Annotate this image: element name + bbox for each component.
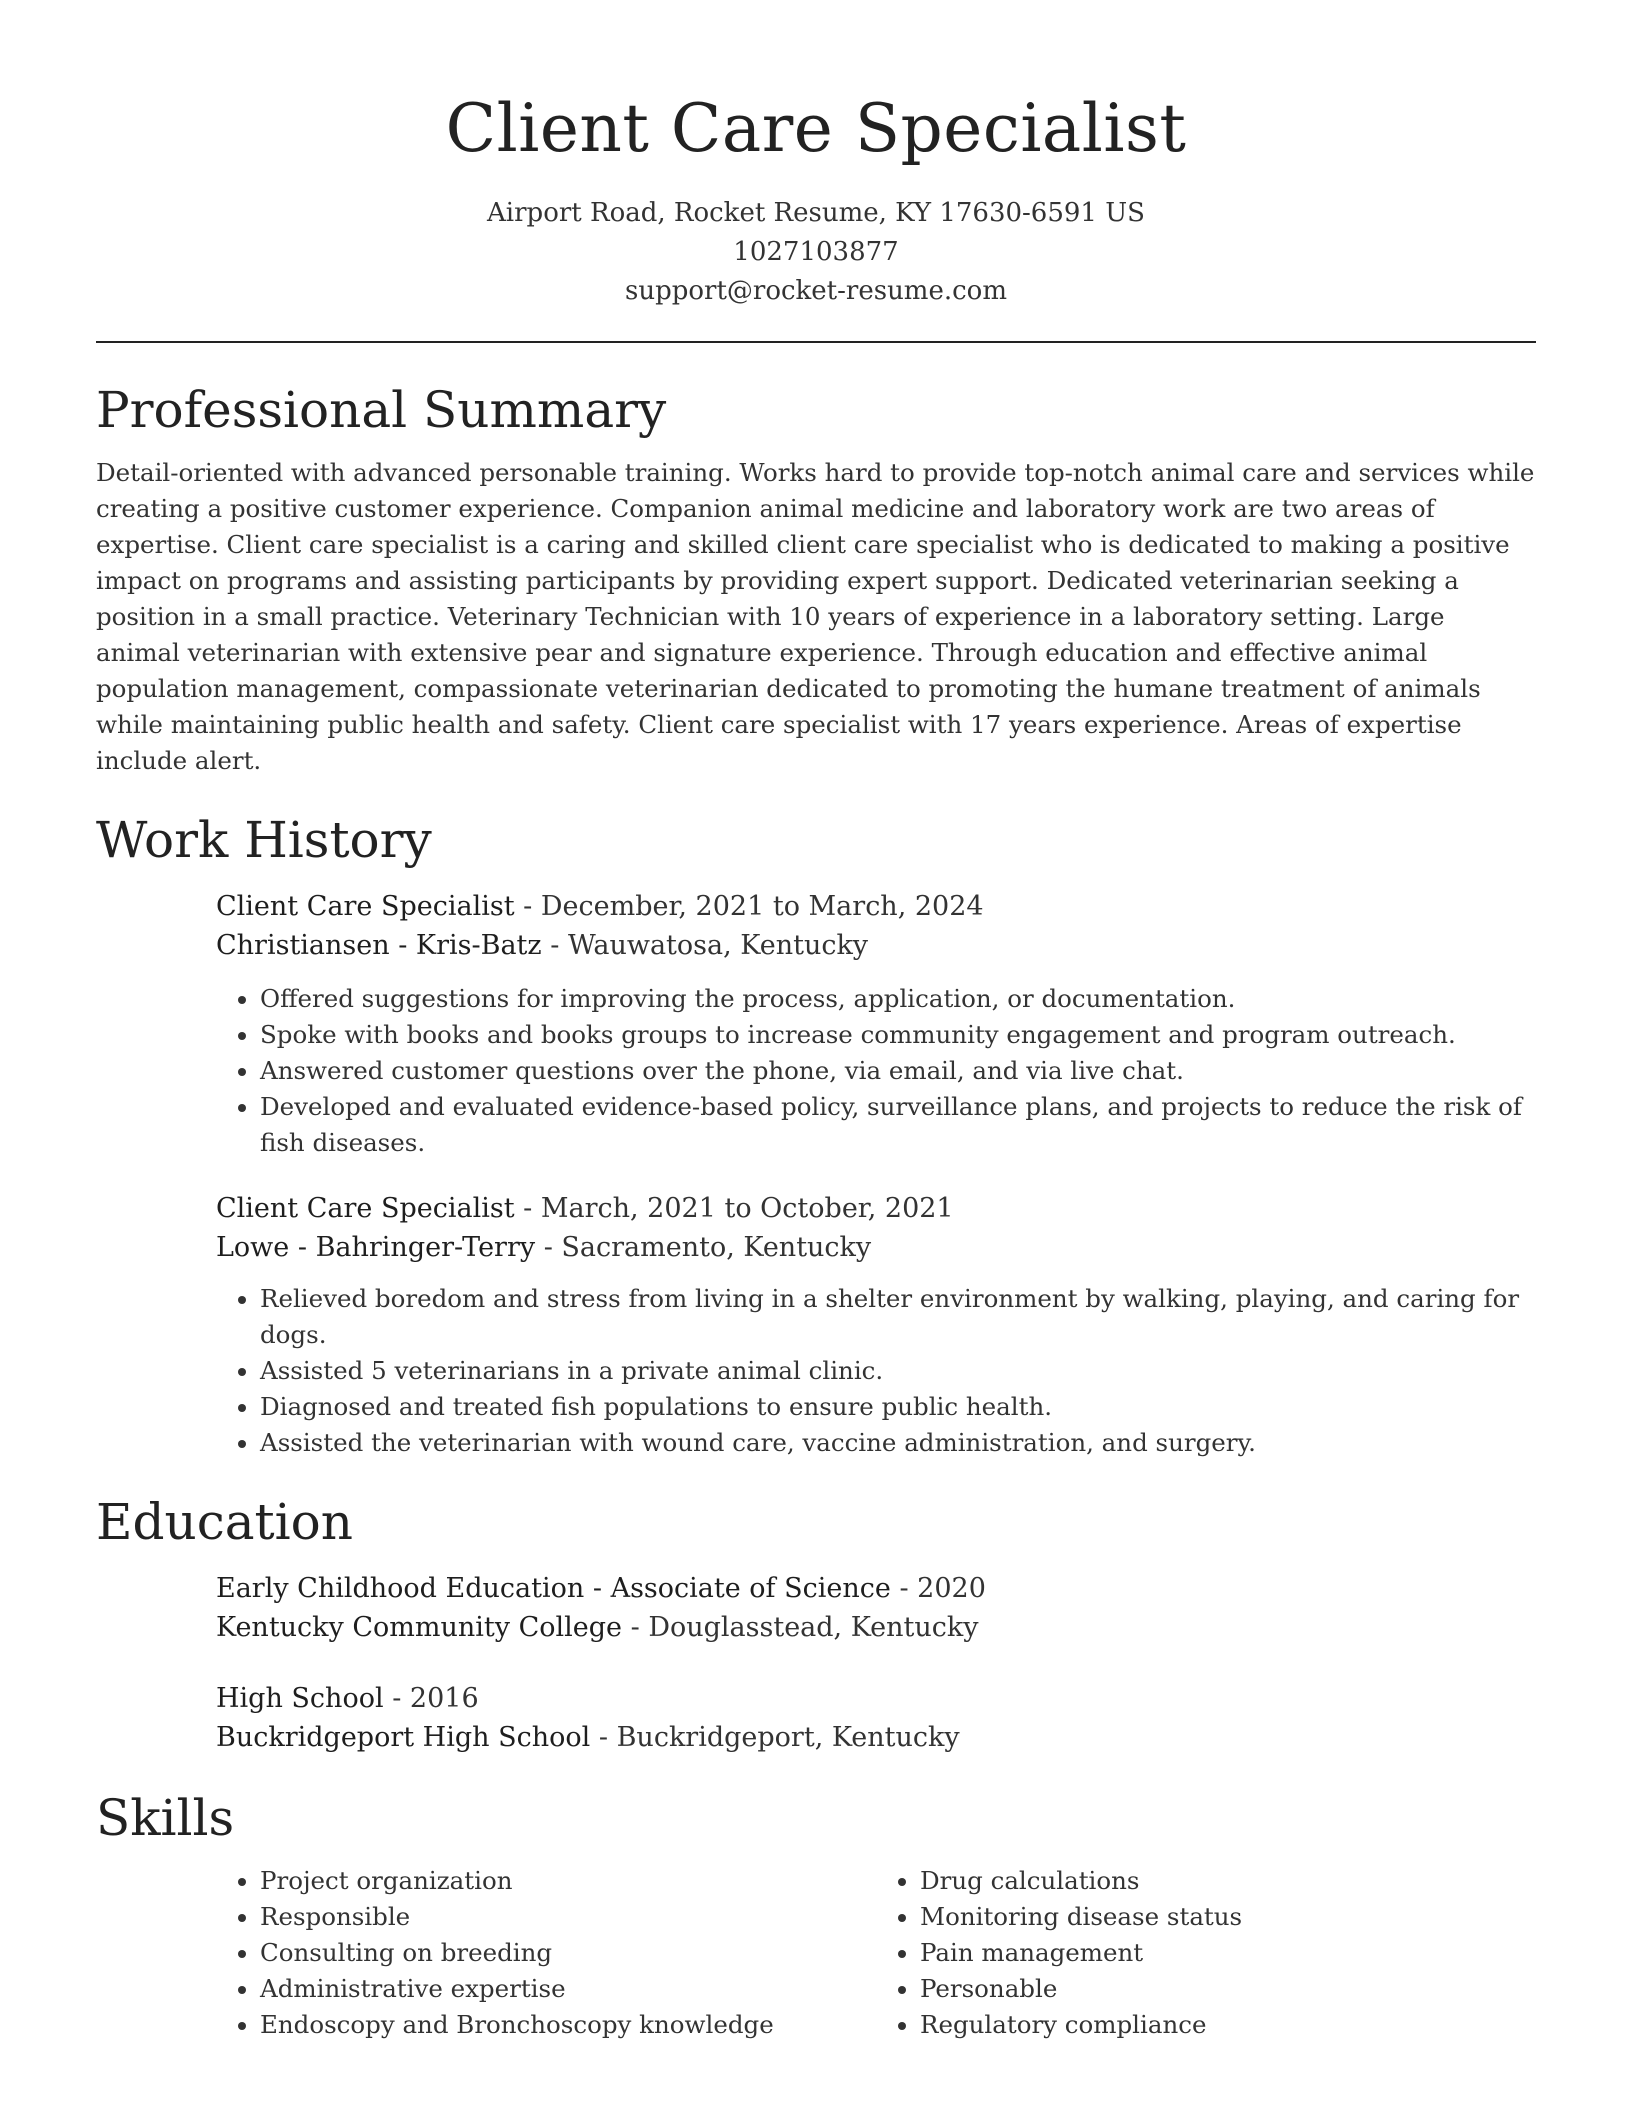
education-degree-line <box>216 1679 1536 1718</box>
email-address: support@rocket-resume.com <box>624 276 1007 306</box>
separator: - <box>392 1683 410 1714</box>
list-item: • Spoke with books and books groups to increase community engagement and program outreach. <box>260 1017 1536 1053</box>
job-title-line <box>216 887 1536 926</box>
section-title-summary: Professional Summary <box>96 381 667 439</box>
list-item: • Assisted the veterinarian with wound care, vaccine administration, and surgery. <box>260 1425 1536 1461</box>
list-item: • Developed and evaluated evidence-based policy, surveillance plans, and projects to reduce the risk of fish diseases. <box>260 1089 1536 1161</box>
list-item: • Offered suggestions for improving the process, application, or documentation. <box>260 981 1536 1017</box>
skill-item: • Pain management <box>920 1935 1536 1971</box>
header-divider <box>96 341 1536 343</box>
separator: - <box>523 891 541 922</box>
education-school-line <box>216 1608 1536 1647</box>
skill-item: • Administrative expertise <box>260 1971 876 2007</box>
job-bullets <box>216 1281 1536 1461</box>
education-school: Kentucky Community College <box>216 1612 623 1643</box>
education-year: 2016 <box>409 1683 479 1714</box>
skill-item: • Personable <box>920 1971 1536 2007</box>
job-employer: Christiansen - Kris-Batz <box>216 930 542 961</box>
separator: - <box>630 1612 649 1643</box>
education-location: Douglasstead, Kentucky <box>648 1612 979 1643</box>
separator: - <box>598 1722 617 1753</box>
skill-item: • Endoscopy and Bronchoscopy knowledge <box>260 2007 876 2043</box>
education-school-line <box>216 1718 1536 1757</box>
summary-text: Detail-oriented with advanced personable training. Works hard to provide top-notch animal care and services while creating a positive customer experience. Companion animal medicine and laboratory work are two areas of expertise. Client care specialist is a caring and skilled client care specialist who is dedicated to making a positive impact on programs and assisting participants by providing expert support. Dedicated veterinarian seeking a position in a small practice. Veterinary Technician with 10 years of experience in a laboratory setting. Large animal veterinarian with extensive pear and signature experience. Through education and effective animal population management, compassionate veterinarian dedicated to promoting the humane treatment of animals while maintaining public health and safety. Client care specialist with 17 years experience. Areas of expertise include alert. <box>96 458 1535 775</box>
job-entry <box>216 1189 1536 1461</box>
work-history-section <box>96 807 1536 1461</box>
list-item: • Diagnosed and treated fish populations to ensure public health. <box>260 1389 1536 1425</box>
section-title-work-history: Work History <box>96 811 432 869</box>
job-role: Client Care Specialist <box>216 891 515 922</box>
separator: - <box>550 930 568 961</box>
candidate-name: Client Care Specialist <box>445 90 1187 167</box>
resume-header <box>96 0 1536 311</box>
skill-item: • Responsible <box>260 1899 876 1935</box>
job-title-line <box>216 1189 1536 1228</box>
education-year: 2020 <box>917 1573 986 1604</box>
skill-item: • Consulting on breeding <box>260 1935 876 1971</box>
address: Airport Road, Rocket Resume, KY 17630-6591 US <box>487 198 1145 228</box>
job-dates: December, 2021 to March, 2024 <box>540 891 984 922</box>
resume-page <box>96 0 1536 2043</box>
skill-item: • Drug calculations <box>920 1863 1536 1899</box>
education-degree: High School <box>216 1683 384 1714</box>
list-item: • Assisted 5 veterinarians in a private animal clinic. <box>260 1353 1536 1389</box>
job-employer: Lowe - Bahringer-Terry <box>216 1232 536 1263</box>
skills-list-right <box>876 1863 1536 2043</box>
separator: - <box>543 1232 562 1263</box>
skills-section <box>96 1785 1536 2043</box>
skill-item: • Project organization <box>260 1863 876 1899</box>
job-location: Sacramento, Kentucky <box>561 1232 872 1263</box>
job-employer-line <box>216 1228 1536 1267</box>
education-school: Buckridgeport High School <box>216 1722 591 1753</box>
section-title-skills: Skills <box>96 1789 235 1847</box>
job-bullets <box>216 981 1536 1161</box>
education-degree-line <box>216 1569 1536 1608</box>
phone-number: 1027103877 <box>733 237 899 267</box>
job-entry <box>216 887 1536 1161</box>
list-item: • Answered customer questions over the phone, via email, and via live chat. <box>260 1053 1536 1089</box>
separator: - <box>899 1573 918 1604</box>
education-entry <box>216 1569 1536 1647</box>
job-role: Client Care Specialist <box>216 1193 515 1224</box>
job-location: Wauwatosa, Kentucky <box>567 930 869 961</box>
list-item: • Relieved boredom and stress from living in a shelter environment by walking, playing, and caring for dogs. <box>260 1281 1536 1353</box>
skill-item: • Monitoring disease status <box>920 1899 1536 1935</box>
education-entry <box>216 1679 1536 1757</box>
contact-info <box>96 194 1536 311</box>
separator: - <box>523 1193 541 1224</box>
skill-item: • Regulatory compliance <box>920 2007 1536 2043</box>
skills-columns <box>216 1863 1536 2043</box>
section-title-education: Education <box>96 1493 353 1551</box>
education-location: Buckridgeport, Kentucky <box>616 1722 960 1753</box>
job-dates: March, 2021 to October, 2021 <box>540 1193 954 1224</box>
education-section <box>96 1489 1536 1757</box>
job-employer-line <box>216 926 1536 965</box>
summary-section <box>96 377 1536 779</box>
skills-list-left <box>216 1863 876 2043</box>
education-degree: Early Childhood Education - Associate of Science <box>216 1573 891 1604</box>
